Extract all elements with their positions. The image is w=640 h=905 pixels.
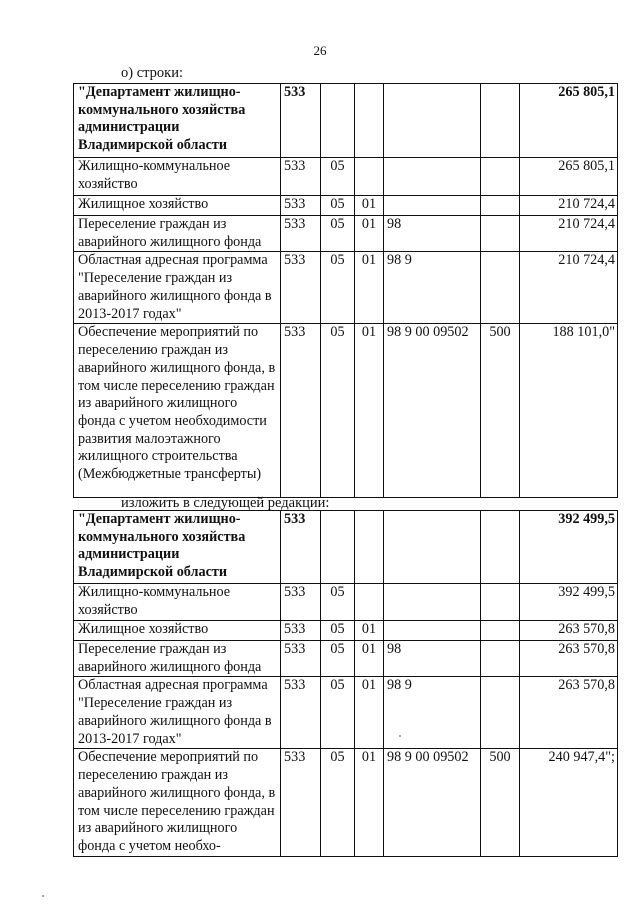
row-ved: 533 (281, 84, 321, 158)
row-rz (321, 511, 355, 584)
table-row (74, 621, 618, 641)
row-csr (384, 196, 481, 216)
scan-speck (399, 735, 401, 737)
intro-rows-label: о) строки: (121, 65, 183, 81)
table-before (73, 83, 618, 498)
table-after (73, 510, 618, 857)
row-rz: 05 (321, 677, 355, 749)
row-name: Жилищное хозяйство (74, 621, 281, 641)
intro-new-edition-label: изложить в следующей редакции: (121, 495, 330, 511)
row-vr: 500 (481, 324, 520, 498)
row-rz: 05 (321, 216, 355, 252)
row-ved: 533 (281, 216, 321, 252)
row-sum: 392 499,5 (520, 584, 618, 621)
row-csr: 98 9 00 09502 (384, 749, 481, 856)
row-vr: 500 (481, 749, 520, 856)
row-sum: 263 570,8 (520, 641, 618, 677)
row-rz: 05 (321, 621, 355, 641)
row-csr (384, 511, 481, 584)
table-row (74, 158, 618, 196)
table-row (74, 196, 618, 216)
row-pr: 01 (355, 196, 384, 216)
row-csr (384, 158, 481, 196)
row-name: Жилищное хозяйство (74, 196, 281, 216)
row-ved: 533 (281, 641, 321, 677)
row-pr: 01 (355, 621, 384, 641)
row-ved: 533 (281, 158, 321, 196)
row-vr (481, 216, 520, 252)
row-pr: 01 (355, 324, 384, 498)
row-vr (481, 252, 520, 324)
row-rz: 05 (321, 196, 355, 216)
table-row (74, 749, 618, 856)
row-sum: 240 947,4"; (520, 749, 618, 856)
row-ved: 533 (281, 621, 321, 641)
row-vr (481, 641, 520, 677)
table-row (74, 216, 618, 252)
row-vr (481, 196, 520, 216)
row-rz: 05 (321, 158, 355, 196)
row-ved: 533 (281, 749, 321, 856)
row-sum: 265 805,1 (520, 158, 618, 196)
row-pr: 01 (355, 252, 384, 324)
row-name: Областная адресная программа "Переселение граждан из аварийного жилищного фонда в 2013-2017 годах" (74, 252, 281, 324)
row-pr (355, 584, 384, 621)
page-number: 26 (313, 43, 327, 58)
scan-speck (42, 895, 44, 897)
row-sum: 392 499,5 (520, 511, 618, 584)
row-pr: 01 (355, 749, 384, 856)
table-row (74, 641, 618, 677)
row-pr: 01 (355, 216, 384, 252)
row-vr (481, 158, 520, 196)
row-ved: 533 (281, 324, 321, 498)
row-pr: 01 (355, 677, 384, 749)
row-ved: 533 (281, 677, 321, 749)
row-name: Жилищно-коммунальное хозяйство (74, 584, 281, 621)
table-row (74, 252, 618, 324)
row-vr (481, 511, 520, 584)
row-sum: 210 724,4 (520, 216, 618, 252)
row-sum: 263 570,8 (520, 677, 618, 749)
row-name: Обеспечение мероприятий по переселению граждан из аварийного жилищного фонда, в том числе переселению граждан из аварийного жилищного фонда с учетом необхо- (74, 749, 281, 856)
table-row (74, 677, 618, 749)
table-row (74, 511, 618, 584)
row-rz: 05 (321, 584, 355, 621)
row-name: "Департамент жилищно-коммунального хозяйства администрации Владимирской области (74, 84, 281, 158)
row-name: Жилищно-коммунальное хозяйство (74, 158, 281, 196)
table-row (74, 324, 618, 498)
row-rz: 05 (321, 749, 355, 856)
row-sum: 265 805,1 (520, 84, 618, 158)
row-csr (384, 621, 481, 641)
row-sum: 210 724,4 (520, 252, 618, 324)
row-rz: 05 (321, 252, 355, 324)
row-pr (355, 84, 384, 158)
row-vr (481, 621, 520, 641)
row-ved: 533 (281, 196, 321, 216)
row-pr (355, 511, 384, 584)
row-csr: 98 (384, 641, 481, 677)
row-pr: 01 (355, 641, 384, 677)
row-ved: 533 (281, 584, 321, 621)
table-row (74, 84, 618, 158)
row-csr (384, 84, 481, 158)
row-name: Обеспечение мероприятий по переселению граждан из аварийного жилищного фонда, в том числе переселению граждан из аварийного жилищного фонда с учетом необходимости развития малоэтажного жилищного строительства (Межбюджетные трансферты) (74, 324, 281, 498)
table-row (74, 584, 618, 621)
row-rz: 05 (321, 641, 355, 677)
row-name: Переселение граждан из аварийного жилищного фонда (74, 216, 281, 252)
row-name: Областная адресная программа "Переселение граждан из аварийного жилищного фонда в 2013-2017 годах" (74, 677, 281, 749)
row-name: "Департамент жилищно-коммунального хозяйства администрации Владимирской области (74, 511, 281, 584)
row-csr: 98 9 00 09502 (384, 324, 481, 498)
row-sum: 263 570,8 (520, 621, 618, 641)
row-vr (481, 84, 520, 158)
row-vr (481, 584, 520, 621)
row-ved: 533 (281, 511, 321, 584)
row-pr (355, 158, 384, 196)
row-sum: 188 101,0" (520, 324, 618, 498)
row-name: Переселение граждан из аварийного жилищного фонда (74, 641, 281, 677)
row-vr (481, 677, 520, 749)
row-csr: 98 9 (384, 677, 481, 749)
row-ved: 533 (281, 252, 321, 324)
row-rz (321, 84, 355, 158)
row-csr: 98 (384, 216, 481, 252)
row-csr: 98 9 (384, 252, 481, 324)
row-csr (384, 584, 481, 621)
row-sum: 210 724,4 (520, 196, 618, 216)
row-rz: 05 (321, 324, 355, 498)
